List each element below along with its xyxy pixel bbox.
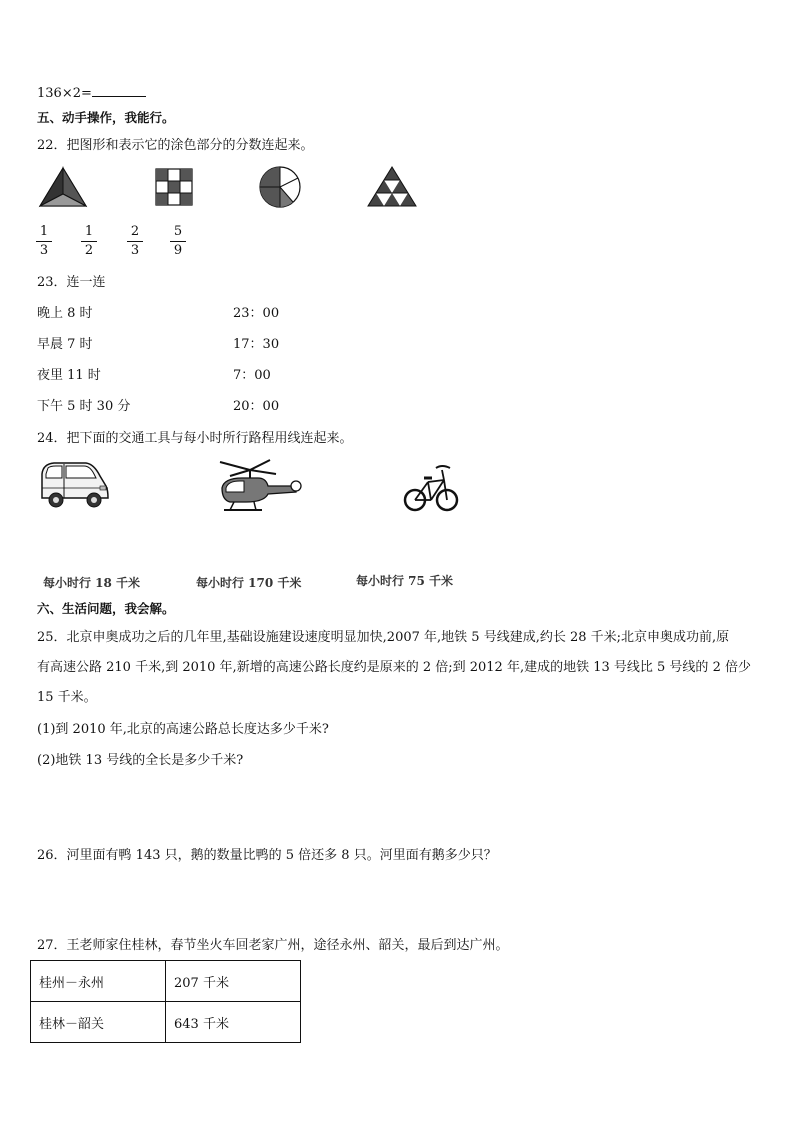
time-label-left: 夜里 11 时: [37, 368, 101, 383]
circle-shape: [258, 165, 302, 209]
answer-blank[interactable]: [92, 84, 146, 97]
fraction-denominator: 3: [130, 243, 140, 258]
q24-prompt: 24．把下面的交通工具与每小时所行路程用线连起来。: [37, 431, 353, 446]
table-row: [31, 1002, 301, 1043]
bicycle-icon: [404, 456, 458, 516]
route-cell: 桂州－永州: [31, 961, 166, 1002]
q25-line-2: 有高速公路 210 千米,到 2010 年,新增的高速公路长度约是原来的 2 倍;到 2012 年,建成的地铁 13 号线比 5 号线的 2 倍少: [37, 660, 751, 675]
time-label-right: 20：00: [233, 399, 280, 414]
q25-subquestion-1: (1)到 2010 年,北京的高速公路总长度达多少千米?: [37, 722, 329, 737]
time-label-left: 早晨 7 时: [37, 337, 93, 352]
fraction-numerator: 2: [130, 224, 140, 239]
section5-title: 五、动手操作，我能行。: [37, 110, 175, 125]
table-row: [31, 961, 301, 1002]
time-label-left: 晚上 8 时: [37, 306, 93, 321]
fraction-numerator: 1: [84, 224, 94, 239]
triangle-grid-shape: [368, 167, 416, 207]
q26-text: 26．河里面有鸭 143 只，鹅的数量比鸭的 5 倍还多 8 只。河里面有鹅多少只？: [37, 848, 497, 863]
fraction-option: [36, 224, 52, 259]
distance-cell: 207 千米: [166, 961, 301, 1002]
fraction-option: [127, 224, 143, 259]
route-cell: 桂林－韶关: [31, 1002, 166, 1043]
fraction-denominator: 2: [84, 243, 94, 258]
fraction-numerator: 5: [173, 224, 183, 239]
q21-expression: [37, 84, 146, 101]
q25-line-1: 25．北京申奥成功之后的几年里,基础设施建设速度明显加快,2007 年,地铁 5 号线建成,约长 28 千米;北京申奥成功前,原: [37, 630, 730, 645]
fraction-denominator: 3: [39, 243, 49, 258]
time-label-right: 7：00: [233, 368, 271, 383]
fraction-denominator: 9: [173, 243, 183, 258]
fraction-option: [81, 224, 97, 259]
triangle-shape: [38, 166, 88, 208]
speed-label: 每小时行 75 千米: [356, 574, 454, 588]
q22-prompt: 22．把图形和表示它的涂色部分的分数连起来。: [37, 138, 314, 153]
q25-line-3: 15 千米。: [37, 690, 97, 705]
time-label-right: 17：30: [233, 337, 280, 352]
q21-expr-text: 136×2=: [37, 86, 92, 101]
speed-label: 每小时行 170 千米: [196, 576, 302, 590]
speed-label: 每小时行 18 千米: [43, 576, 141, 590]
distance-cell: 643 千米: [166, 1002, 301, 1043]
fraction-option: [170, 224, 186, 259]
time-label-left: 下午 5 时 30 分: [37, 399, 131, 414]
section6-title: 六、生活问题，我会解。: [37, 601, 175, 616]
distance-table: [30, 960, 301, 1043]
helicopter-icon: [216, 456, 302, 516]
grid-shape: [155, 168, 193, 206]
fraction-numerator: 1: [39, 224, 49, 239]
q25-subquestion-2: (2)地铁 13 号线的全长是多少千米?: [37, 753, 244, 768]
car-icon: [38, 460, 110, 510]
time-label-right: 23：00: [233, 306, 280, 321]
q27-text: 27．王老师家住桂林，春节坐火车回老家广州，途径永州、韶关，最后到达广州。: [37, 938, 509, 953]
q23-prompt: 23．连一连: [37, 275, 106, 290]
